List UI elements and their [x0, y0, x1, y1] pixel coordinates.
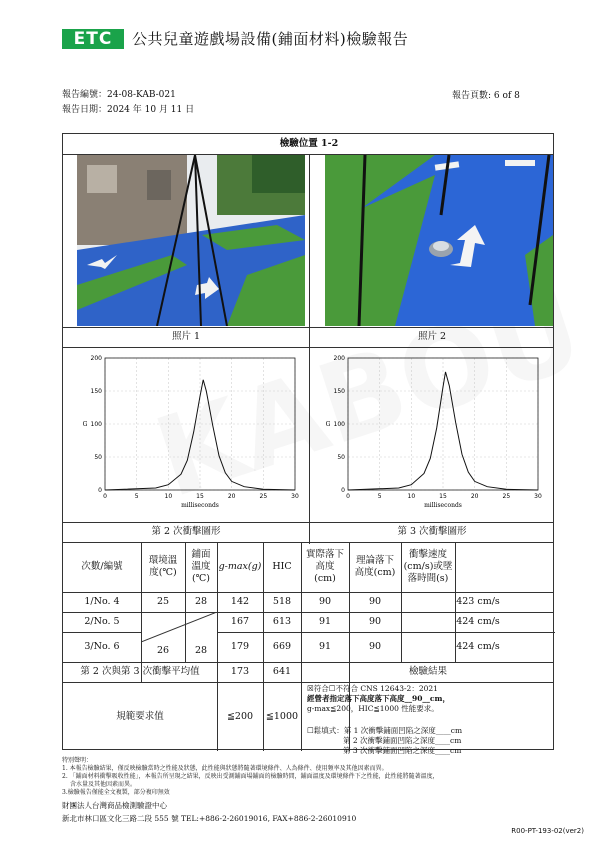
photo-1-label: 照片 1	[171, 331, 201, 342]
photo-1	[77, 155, 305, 326]
loose-line-2: 第 2 次衝擊鋪面凹陷之深度____cm	[343, 736, 462, 745]
th-count: 次數/編號	[81, 561, 123, 572]
y-axis-label: G	[82, 421, 88, 428]
y-tick-label: 200	[90, 355, 102, 362]
impact-chart-2-svg	[77, 352, 303, 510]
section-title: 檢驗位置 1-2	[279, 138, 339, 149]
th-surface-temp: 鋪面溫度(℃)	[191, 549, 211, 584]
photo-2-label: 照片 2	[417, 331, 447, 342]
chart-impact-3	[320, 352, 546, 510]
average-hic: 641	[272, 666, 292, 677]
th-actual-height: 實際落下高度(cm)	[305, 549, 344, 584]
x-axis-label: milliseconds	[424, 502, 462, 509]
y-tick-label: 150	[90, 388, 102, 395]
x-tick-label: 0	[103, 493, 107, 500]
x-tick-label: 30	[534, 493, 542, 500]
x-tick-label: 20	[227, 493, 236, 500]
note-3: 3.檢驗報告僅能全文複製，部分複印無效	[62, 789, 170, 796]
chart-impact-2	[77, 352, 303, 510]
impact-chart-3-svg	[320, 352, 546, 510]
chart-caption-3: 第 3 次衝擊圖形	[397, 526, 467, 537]
etc-logo: ETC	[62, 29, 124, 49]
y-tick-label: 100	[333, 421, 345, 428]
note-2b: 含水量及其他因素而異。	[70, 781, 137, 788]
result-label: 檢驗結果	[408, 666, 447, 677]
x-tick-label: 25	[502, 493, 511, 500]
photo-2	[325, 155, 553, 326]
document-header	[62, 28, 408, 49]
result-line-3: g-max≦200，HIC≦1000 性能要求。	[307, 704, 439, 713]
result-line-2: 經營者指定落下高度落下高度__90__cm，	[307, 694, 450, 703]
y-tick-label: 50	[94, 454, 102, 461]
x-tick-label: 5	[377, 493, 382, 500]
notes-title: 特別聲明：	[62, 757, 93, 764]
x-tick-label: 10	[407, 493, 416, 500]
note-1: 1. 本報告檢驗結果，僅反映檢驗當時之性能及狀態，此性能與狀態將隨著環境條件、人為條件、使用頻率及其他因素而異。	[62, 765, 388, 772]
note-2: 2. 「鋪面材料衝擊吸收性能」，本報告所呈現之結果，反映出受測鋪面場鋪面的檢驗時間，鋪面溫度及環境條件下之性能，此性能將隨著溫度，	[62, 773, 439, 780]
th-speed: 衝擊速度(cm/s)或墜落時間(s)	[403, 549, 453, 584]
x-tick-label: 0	[346, 493, 350, 500]
th-ambient-temp: 環境溫度(℃)	[148, 555, 178, 578]
result-text	[307, 664, 462, 756]
merged-cell-diagonal	[141, 612, 217, 642]
y-tick-label: 100	[90, 421, 102, 428]
x-tick-label: 15	[439, 493, 447, 500]
x-axis-label: milliseconds	[181, 502, 219, 509]
report-meta	[62, 88, 194, 118]
chart-caption-2: 第 2 次衝擊圖形	[151, 526, 221, 537]
th-hic: HIC	[272, 561, 292, 572]
x-tick-label: 20	[470, 493, 479, 500]
x-tick-label: 10	[164, 493, 173, 500]
x-tick-label: 5	[134, 493, 139, 500]
inspection-table: 檢驗位置 1-2 照片 1 照片 2 0 5 10 15 20 25 30 0 50 100 150 200 milliseconds G 0 5 10 15 20 25 30 0 50 100 150 200 milliseconds G 第 2 次衝擊圖形 第 3 次衝擊圖形 次數/編號 環境溫度(℃) 鋪面溫度(℃) g-max(g) HIC 實際落下高度(cm) 理論落下高度(cm) 衝擊速度(cm/s)或墜落時間(s) 1/No. 4 25 28 142 518 90 90 423 cm/s 2/No. 5 167 613 91 90 424 cm/s 3/No. 6 26 28 179 669 91 90 424 cm/s 第 2 次與第 3 次衝擊平均值 173 641 檢驗結果 規範要求值 ≦200 ≦1000 ☒符合☐不符合 CNS 12643-2：2021 經營者指定落下高度落下高度__90__cm， g-max≦200，HIC≦1000 性能要求。 ☐鬆填式：第 1 次衝擊鋪面凹陷之深度____cm 第 2 次衝擊鋪面凹陷之深度____cm 第 3 次衝擊鋪面凹陷之深度____cm	[62, 133, 554, 750]
organization: 財團法人台灣商品檢測驗證中心	[62, 801, 167, 810]
y-tick-label: 0	[98, 487, 102, 494]
x-tick-label: 25	[259, 493, 268, 500]
form-number: R00-PT-193-02(ver2)	[511, 827, 584, 835]
y-tick-label: 0	[341, 487, 345, 494]
address: 新北市林口區文化三路二段 555 號 TEL:+886-2-26019016, FAX+886-2-26010910	[62, 814, 357, 823]
loose-line-1: ☐鬆填式：第 1 次衝擊鋪面凹陷之深度____cm	[307, 726, 463, 735]
average-gmax: 173	[230, 666, 250, 677]
report-number: 報告編號：24-08-KAB-021	[62, 90, 176, 100]
y-axis-label: G	[325, 421, 331, 428]
th-gmax: g-max(g)	[218, 561, 262, 572]
result-line-1: ☒符合☐不符合 CNS 12643-2：2021	[307, 684, 438, 693]
footer-notes	[62, 757, 439, 797]
average-label: 第 2 次與第 3 次衝擊平均值	[80, 666, 200, 677]
y-tick-label: 150	[333, 388, 345, 395]
y-tick-label: 200	[333, 355, 345, 362]
x-tick-label: 15	[196, 493, 204, 500]
document-title: 公共兒童遊戲場設備(鋪面材料)檢驗報告	[132, 30, 409, 48]
x-tick-label: 30	[291, 493, 299, 500]
y-tick-label: 50	[337, 454, 345, 461]
report-date: 報告日期：2024 年 10 月 11 日	[62, 105, 195, 115]
th-theory-height: 理論落下高度(cm)	[354, 555, 396, 578]
spec-hic: ≦1000	[265, 710, 299, 722]
report-pages: 報告頁數: 6 of 8	[452, 91, 520, 101]
loose-line-3: 第 3 次衝擊鋪面凹陷之深度____cm	[343, 746, 462, 755]
spec-label: 規範要求值	[116, 710, 164, 722]
spec-gmax: ≦200	[226, 710, 254, 722]
